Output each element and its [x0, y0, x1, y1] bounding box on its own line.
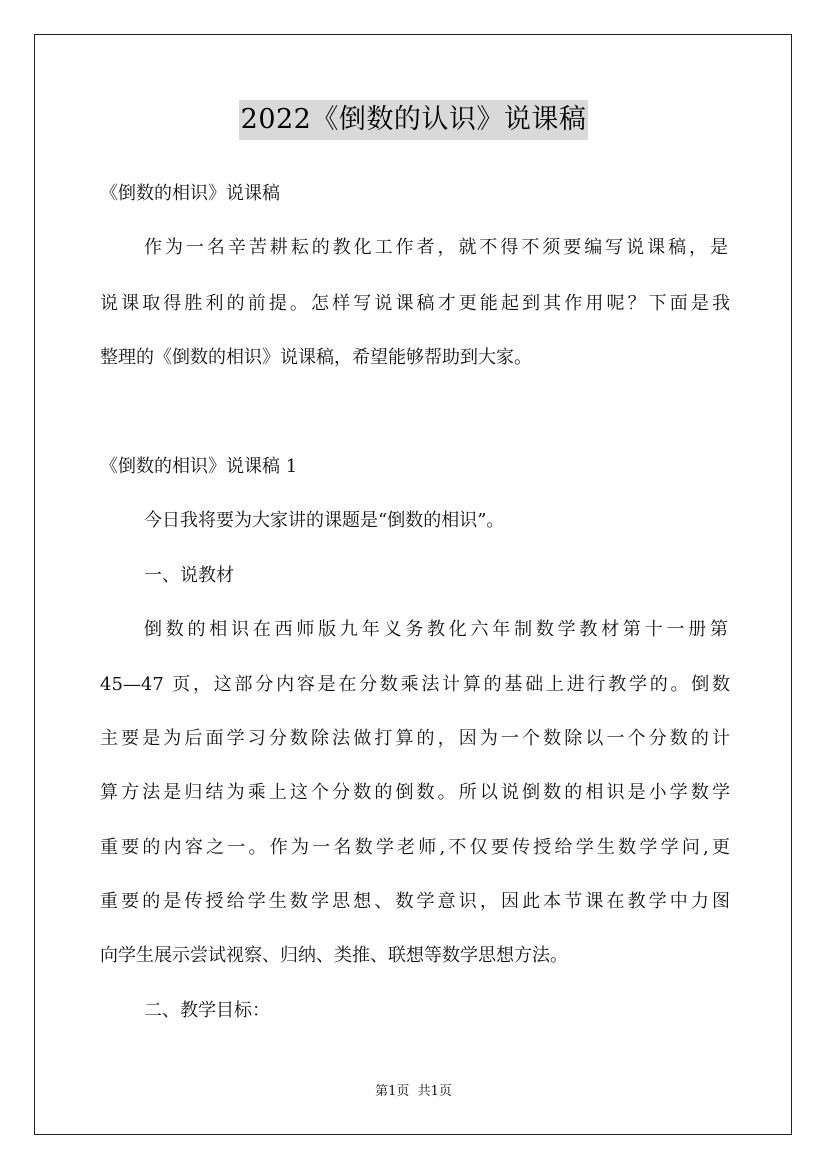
paragraph-line: 说课取得胜利的前提。怎样写说课稿才更能起到其作用呢？下面是我 — [100, 293, 730, 314]
title-container — [0, 100, 827, 140]
paragraph-line: 向学生展示尝试视察、归纳、类推、联想等数学思想方法。 — [100, 945, 568, 966]
paragraph-line: 整理的《倒数的相识》说课稿，希望能够帮助到大家。 — [100, 347, 532, 368]
page-total: 共1页 — [417, 1084, 452, 1099]
paragraph-line: 重要的内容之一。作为一名数学老师,不仅要传授给学生数学学问,更 — [100, 837, 730, 858]
paragraph-line: 主要是为后面学习分数除法做打算的，因为一个数除以一个分数的计 — [100, 728, 730, 749]
section-heading: 二、教学目标： — [144, 1000, 270, 1021]
paragraph-line: 作为一名辛苦耕耘的教化工作者，就不得不须要编写说课稿，是 — [144, 237, 728, 258]
section-heading: 一、说教材 — [144, 565, 234, 586]
page-number: 第1页 — [375, 1084, 410, 1099]
paragraph-line: 重要的是传授给学生数学思想、数学意识，因此本节课在教学中力图 — [100, 891, 730, 912]
document-title: 2022《倒数的认识》说课稿 — [239, 100, 589, 140]
paragraph-line: 45—47 页，这部分内容是在分数乘法计算的基础上进行教学的。倒数 — [100, 674, 730, 695]
paragraph-line: 今日我将要为大家讲的课题是“倒数的相识”。 — [144, 510, 505, 531]
page-footer — [0, 1083, 827, 1101]
section-heading: 《倒数的相识》说课稿 1 — [100, 456, 298, 477]
paragraph-line: 倒数的相识在西师版九年义务教化六年制数学教材第十一册第 — [144, 619, 728, 640]
paragraph-line: 算方法是归结为乘上这个分数的倒数。所以说倒数的相识是小学数学 — [100, 782, 730, 803]
subtitle: 《倒数的相识》说课稿 — [100, 183, 280, 204]
